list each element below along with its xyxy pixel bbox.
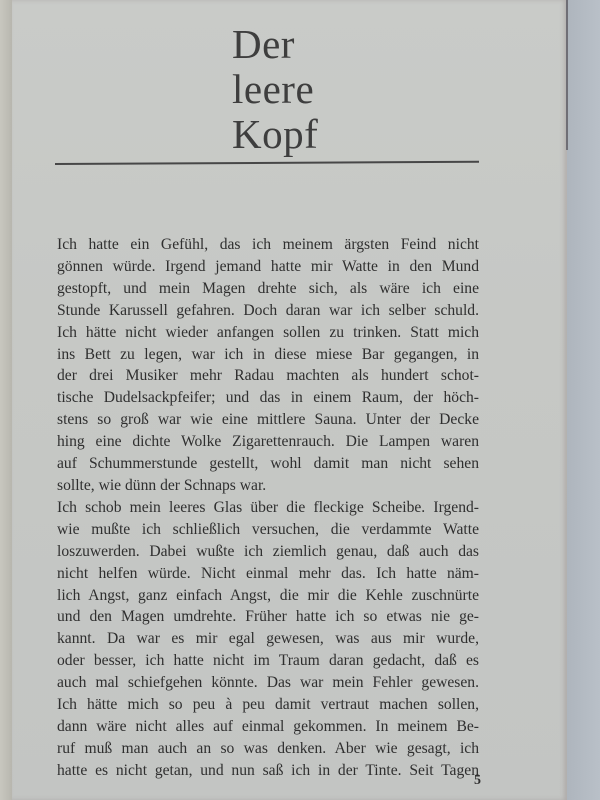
- text-line: auf Schummerstunde gestellt, wohl damit man nicht sehen: [57, 455, 479, 473]
- text-line: tische Dudelsackpfeifer; und das in einem Raum, der höch-: [57, 389, 479, 407]
- text-line: sollte, wie dünn der Schnaps war.: [57, 476, 267, 494]
- chapter-title-line: Der: [232, 21, 295, 67]
- text-line: Ich hätte nicht wieder anfangen sollen zu trinken. Statt mich: [57, 323, 479, 341]
- text-line: auch mal schiefgehen könnte. Das war mein Fehler gewesen.: [57, 674, 479, 692]
- chapter-title-line: leere: [232, 66, 315, 112]
- text-line: lich Angst, ganz einfach Angst, die mir die Kehle zuschnürte: [57, 586, 479, 604]
- text-line: wie mußte ich schließlich versuchen, die verdammte Watte: [57, 520, 479, 538]
- text-line: der drei Musiker mehr Radau machten als hundert schot-: [57, 367, 479, 385]
- text-line: kannt. Da war es mir egal gewesen, was aus mir wurde,: [57, 630, 479, 648]
- text-line: ruf muß man auch an so was denken. Aber wie gesagt, ich: [57, 739, 479, 757]
- page-number: 5: [474, 773, 481, 788]
- text-line: und den Magen umdrehte. Früher hatte ich so etwas nie ge-: [57, 608, 479, 626]
- text-line: ins Bett zu legen, war ich in diese miese Bar gegangen, in: [57, 345, 479, 363]
- text-line: Ich hatte ein Gefühl, das ich meinem ärgsten Feind nicht: [57, 236, 479, 253]
- chapter-title: [232, 22, 318, 157]
- chapter-title-line: Kopf: [232, 111, 319, 157]
- text-line: gönnen würde. Irgend jemand hatte mir Watte in den Mund: [57, 257, 479, 275]
- text-line: oder besser, ich hatte nicht im Traum daran gedacht, daß es: [57, 652, 479, 670]
- text-line: hing eine dichte Wolke Zigarettenrauch. Die Lampen waren: [57, 433, 479, 451]
- text-line: Stunde Karussell gefahren. Doch daran war ich selber schuld.: [57, 301, 479, 319]
- body-paragraphs: [57, 234, 479, 782]
- background-surface: [567, 0, 600, 800]
- page-edge: [0, 0, 12, 800]
- text-line: gestopft, und mein Magen drehte sich, als wäre ich eine: [57, 279, 479, 297]
- page-fold-shadow: [566, 0, 568, 150]
- text-line: dann wäre nicht alles auf einmal gekommen. In meinem Be-: [57, 717, 479, 735]
- text-line: loszuwerden. Dabei wußte ich ziemlich genau, daß auch das: [57, 542, 479, 560]
- text-line: nicht helfen würde. Nicht einmal mehr das. Ich hatte näm-: [57, 564, 479, 582]
- text-line: Ich hätte mich so peu à peu damit vertraut machen sollen,: [57, 696, 479, 714]
- text-line: stens so groß war wie eine mittlere Sauna. Unter der Decke: [57, 411, 479, 429]
- text-line: hatte es nicht getan, und nun saß ich in der Tinte. Seit Tagen: [57, 761, 479, 779]
- text-line: Ich schob mein leeres Glas über die fleckige Scheibe. Irgend-: [57, 498, 479, 516]
